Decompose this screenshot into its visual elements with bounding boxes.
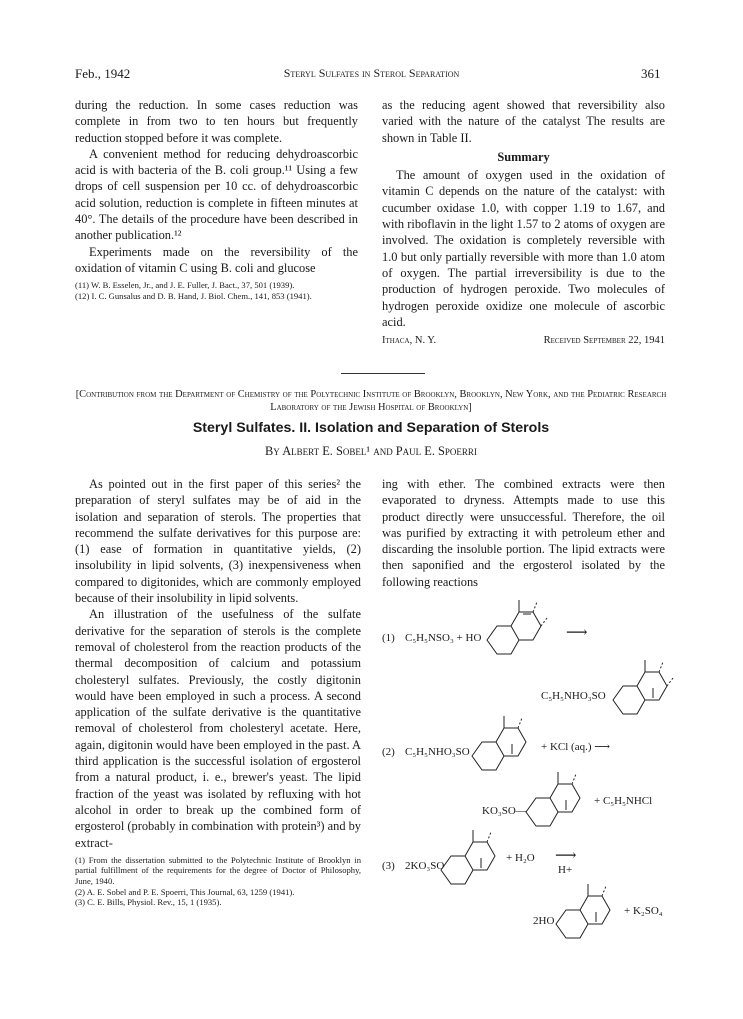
reaction-1-number: (1)	[382, 632, 395, 644]
reaction-1-reactants: C₅H₅NSO₃ + HO	[405, 632, 482, 644]
reaction-2-reagent: + KCl (aq.) ⟶	[541, 741, 611, 753]
left-body-column	[75, 476, 361, 908]
paragraph: during the reduction. In some cases reduction was complete in from two to ten hours but frequently reduction stopped before it was complete.	[75, 98, 358, 145]
reaction-2-reactant: C₅H₅NHO₃SO	[405, 746, 470, 758]
summary-paragraph: The amount of oxygen used in the oxidation of vitamin C depends on the nature of the catalyst: with cucumber oxidase 1.0, with copper 1.19 to 1.67, and with riboflavin in the light 1.57 to 2 atoms of oxygen are involved. The oxidation is completely reversible with 1.0 but only partially reversible with more than 1.0 atom of oxygen. The partial irreversibility is due to the production of hydrogen peroxide. Two molecules of hydrogen peroxide oxidize one molecule of ascorbic acid.	[382, 168, 665, 329]
header-date: Feb., 1942	[75, 66, 131, 81]
paragraph: As pointed out in the first paper of this series² the preparation of steryl sulfates may be of aid in the isolation and separation of sterols. The properties that recommend the sulfate derivatives for this purpose are: (1) ease of formation in quantitative yields, (2) insolubility in lipid solvents, (3) inexpensiveness when compared to digitonides, which are commonly employed because of their insolubility in lipid solvents.	[75, 477, 361, 606]
reaction-3-product: 2HO	[533, 915, 555, 927]
reaction-1-product: C₅H₅NHO₃SO	[541, 690, 606, 702]
right-top-column	[382, 97, 665, 349]
reaction-2-byproduct: + C₅H₅NHCl	[594, 795, 653, 807]
received-date: Received September 22, 1941	[543, 335, 665, 347]
footnote-1: (1) From the dissertation submitted to the Polytechnic Institute of Brooklyn in partial fulfillment of the requirements for the degree of Doctor of Philosophy, June, 1940.	[75, 854, 361, 887]
reaction-3-number: (3)	[382, 860, 395, 872]
sterol-structure	[472, 716, 542, 766]
paragraph: ing with ether. The combined extracts were then evaporated to dryness. Attempts made to use this product directly were unsuccessful. Therefore, the oil was purified by extracting it with petroleum ether and discarding the insoluble portion. The lipid extracts were then saponified and the ergosterol isolated by the following reactions	[382, 477, 665, 589]
reaction-3-arrow: ⟶	[555, 848, 577, 864]
article-title: Steryl Sulfates. II. Isolation and Separation of Sterols	[192, 420, 550, 436]
sterol-structure	[526, 772, 596, 822]
footnote-2: (2) A. E. Sobel and P. E. Spoerri, This Journal, 63, 1259 (1941).	[75, 886, 295, 897]
paragraph: Experiments made on the reversibility of the oxidation of vitamin C using B. coli and glucose	[75, 244, 358, 275]
sterol-structure	[441, 830, 511, 880]
reaction-2-product: KO₃SO—	[482, 805, 527, 817]
reaction-3-byproduct: + K₂SO₄	[624, 905, 663, 917]
reaction-2-number: (2)	[382, 746, 395, 758]
sterol-structure	[613, 660, 683, 710]
paragraph: as the reducing agent showed that reversibility also varied with the nature of the catalyst The results are shown in Table II.	[382, 98, 665, 145]
byline: By Albert E. Sobel¹ and Paul E. Spoerri	[265, 444, 477, 458]
reaction-3-reactant: 2KO₃SO	[405, 860, 445, 872]
contribution-note: [Contribution from the Department of Chemistry of the Polytechnic Institute of Brooklyn, Brooklyn, New York, and the Pediatric Research Laboratory of the Jewish Hospital of Brooklyn]	[75, 389, 667, 413]
summary-heading: Summary	[497, 149, 550, 164]
paragraph: A convenient method for reducing dehydroascorbic acid is with bacteria of the B. coli group.¹¹ Using a few drops of cell suspension per 10 cc. of dehydroascorbic acid solution, reduction is complete in fifteen minutes at 40°. The details of the procedure have been described in another publication.¹²	[75, 146, 358, 243]
reaction-1-arrow: ⟶	[566, 625, 588, 641]
right-body-column	[382, 476, 665, 590]
reaction-3-reagent: + H₂O	[506, 852, 535, 864]
place: Ithaca, N. Y.	[382, 335, 437, 347]
reaction-3-catalyst: H+	[558, 864, 573, 876]
left-top-column	[75, 97, 358, 301]
running-title: Steryl Sulfates in Sterol Separation	[283, 66, 460, 80]
footnote-3: (3) C. E. Bills, Physiol. Rev., 15, 1 (1935).	[75, 897, 222, 908]
footnote-11: (11) W. B. Esselen, Jr., and J. E. Fuller, J. Bact., 37, 501 (1939).	[75, 280, 295, 291]
page-number: 361	[641, 66, 661, 81]
section-divider	[341, 373, 425, 374]
paragraph: An illustration of the usefulness of the sulfate derivative for the separation of sterols is the complete removal of cholesterol from the reaction products of the thermal decomposition of calcium and potassium cholesteryl sulfates. Previously, the costly digitonin would have been employed in such a process. A second application of the sulfate derivative is the quantitative removal of cholesterol from cholesteryl acetate. Here, again, digitonin would have been employed in the past. A third application is the successful isolation of ergosterol from a natural product, i. e., brewer's yeast. The lipid fraction of the yeast was isolated by refluxing with hot alcohol in order to break up the combined form of ergosterol (probably in combination with protein³) and by extract-	[75, 607, 362, 850]
sterol-structure	[487, 600, 557, 650]
footnote-12: (12) I. C. Gunsalus and D. B. Hand, J. Biol. Chem., 141, 853 (1941).	[75, 290, 312, 301]
sterol-structure	[556, 884, 626, 934]
